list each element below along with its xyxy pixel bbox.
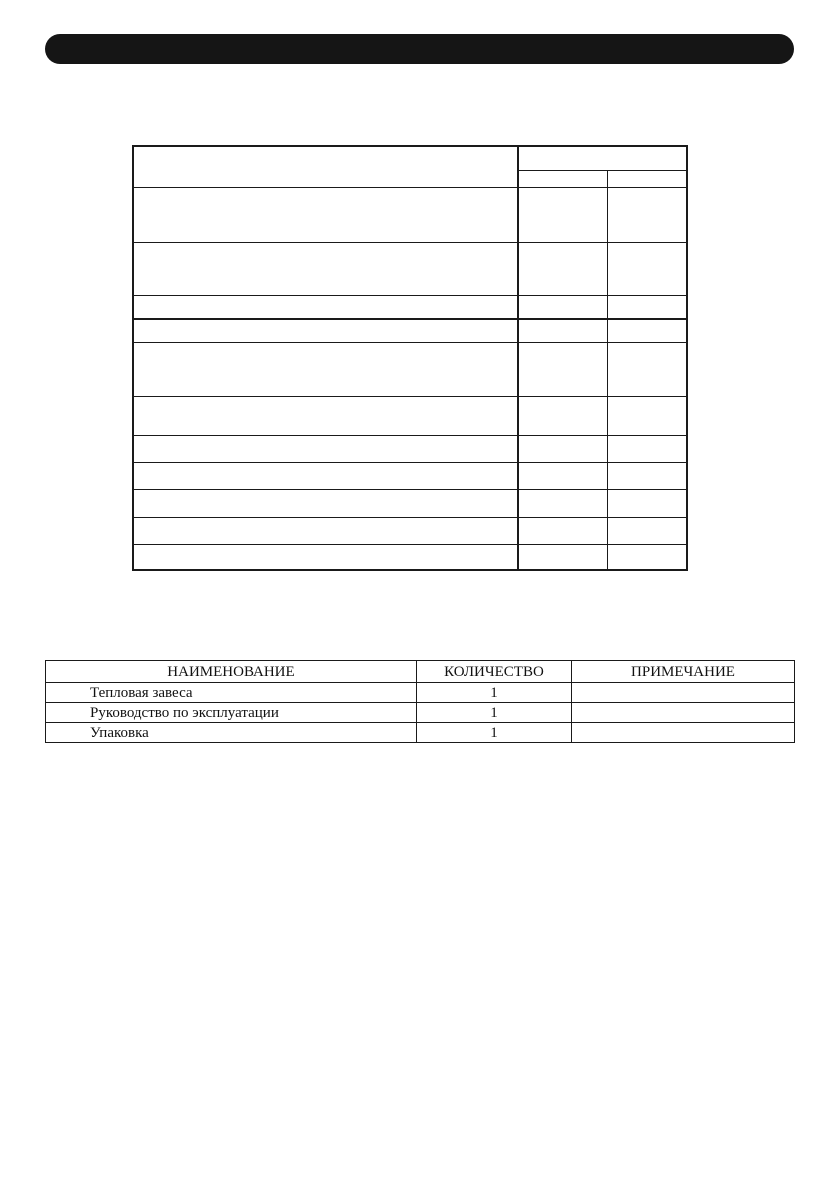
spec-column-divider-main [517, 147, 519, 569]
spec-row-divider [134, 517, 686, 518]
spec-row-divider [134, 462, 686, 463]
spec-row-divider [134, 396, 686, 397]
spec-row-divider [134, 295, 686, 296]
table-row [46, 683, 795, 703]
item-quantity: 1 [417, 723, 572, 743]
spec-row-divider [134, 544, 686, 545]
item-note [572, 683, 795, 703]
spec-column-divider-sub [607, 171, 608, 569]
table-row [46, 703, 795, 723]
spec-row-divider [134, 187, 686, 188]
column-header-quantity: КОЛИЧЕСТВО [417, 661, 572, 683]
spec-row-divider [134, 489, 686, 490]
item-quantity: 1 [417, 703, 572, 723]
spec-row-divider [134, 435, 686, 436]
item-name: Упаковка [46, 723, 417, 743]
item-note [572, 703, 795, 723]
specifications-table [132, 145, 688, 571]
package-contents-table [45, 660, 795, 743]
column-header-name: НАИМЕНОВАНИЕ [46, 661, 417, 683]
item-name: Тепловая завеса [46, 683, 417, 703]
spec-header-subdivider [518, 170, 688, 171]
table-row [46, 723, 795, 743]
spec-row-divider [134, 342, 686, 343]
spec-row-divider [134, 318, 686, 320]
item-note [572, 723, 795, 743]
item-quantity: 1 [417, 683, 572, 703]
spec-row-divider [134, 242, 686, 243]
item-name: Руководство по эксплуатации [46, 703, 417, 723]
contents-header-row [46, 661, 795, 683]
section-header-bar [45, 34, 794, 64]
column-header-note: ПРИМЕЧАНИЕ [572, 661, 795, 683]
